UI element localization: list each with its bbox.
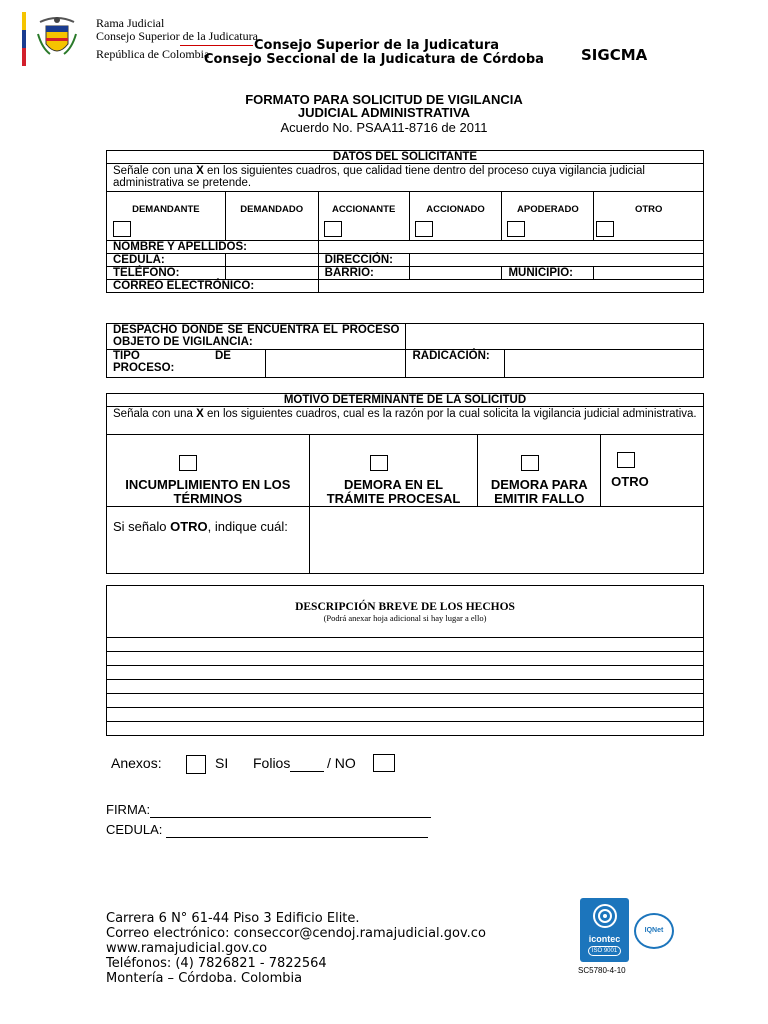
firma-blank[interactable] xyxy=(150,802,431,818)
municipio-label: MUNICIPIO: xyxy=(502,267,594,280)
incumplimiento-option: INCUMPLIMIENTO EN LOS TÉRMINOS xyxy=(107,435,310,507)
flag-stripe-red xyxy=(22,48,26,66)
motivo-heading: MOTIVO DETERMINANTE DE LA SOLICITUD xyxy=(107,394,704,407)
telefono-label: TELÉFONO: xyxy=(107,267,226,280)
demora-fallo-checkbox[interactable] xyxy=(521,455,539,471)
correo-field[interactable] xyxy=(318,280,703,293)
demandado-checkbox[interactable] xyxy=(324,221,342,237)
role-accionado: ACCIONADO xyxy=(409,192,502,241)
solicitante-instructions: Señale con una X en los siguientes cuadros, que calidad tiene dentro del proceso cuya vigilancia judicial administrativa se pretende. xyxy=(107,164,704,192)
republica-text: República de Colombia xyxy=(96,47,210,61)
role-apoderado: APODERADO xyxy=(502,192,594,241)
motivo-instructions: Señala con una X en los siguientes cuadros, cual es la razón por la cual solicita la vigilancia judicial administrativa. xyxy=(107,407,704,435)
footer-line-4: Teléfonos: (4) 7826821 - 7822564 xyxy=(106,956,327,971)
demora-fallo-option: DEMORA PARA EMITIR FALLO xyxy=(478,435,601,507)
tipo-proceso-field[interactable] xyxy=(265,350,406,378)
iqnet-label: IQNet xyxy=(644,927,664,934)
despacho-field[interactable] xyxy=(406,324,704,350)
accionante-checkbox[interactable] xyxy=(415,221,433,237)
radicacion-label: RADICACIÓN: xyxy=(406,350,505,378)
footer-address xyxy=(106,911,486,986)
telefono-field[interactable] xyxy=(225,267,318,280)
form-title-acuerdo: Acuerdo No. PSAA11-8716 de 2011 xyxy=(280,120,488,135)
municipio-field[interactable] xyxy=(594,267,704,280)
role-demandante: DEMANDANTE xyxy=(107,192,226,241)
apoderado-checkbox[interactable] xyxy=(596,221,614,237)
coat-of-arms-icon xyxy=(36,14,78,62)
accionado-checkbox[interactable] xyxy=(507,221,525,237)
sigcma-label: SIGCMA xyxy=(581,46,648,64)
incumplimiento-checkbox[interactable] xyxy=(179,455,197,471)
cedula-firma-row xyxy=(106,822,428,838)
folios-blank[interactable] xyxy=(290,755,324,772)
iso-label: ISO 9001 xyxy=(588,946,621,956)
iqnet-logo xyxy=(634,913,674,949)
anexos-folios-label: Folios xyxy=(253,755,324,772)
hechos-line-1[interactable] xyxy=(107,638,704,652)
cedula-label: CEDULA: xyxy=(107,254,226,267)
nombre-label: NOMBRE Y APELLIDOS: xyxy=(107,241,319,254)
footer-line-2: Correo electrónico: conseccor@cendoj.ramajudicial.gov.co xyxy=(106,926,486,941)
hechos-line-7[interactable] xyxy=(107,722,704,736)
icontec-label: icontec xyxy=(588,934,621,944)
anexos-si-checkbox[interactable] xyxy=(186,755,206,774)
hechos-table xyxy=(106,585,704,736)
otro-indique-label: Si señalo OTRO, indique cuál: xyxy=(107,507,310,574)
despacho-label: DESPACHO DONDE SE ENCUENTRA EL PROCESO OBJETO DE VIGILANCIA: xyxy=(107,324,406,350)
rama-judicial-text: Rama Judicial xyxy=(96,16,165,30)
footer-line-3: www.ramajudicial.gov.co xyxy=(106,941,268,956)
flag-stripe-blue xyxy=(22,30,26,48)
cedula-firma-label: CEDULA: xyxy=(106,822,163,837)
form-title-2: JUDICIAL ADMINISTRATIVA xyxy=(297,105,471,120)
otro-indique-field[interactable] xyxy=(309,507,703,574)
consejo-superior-text: Consejo Superior de la Judicatura xyxy=(96,29,258,43)
footer-line-1: Carrera 6 N° 61-44 Piso 3 Edificio Elite. xyxy=(106,911,360,926)
correo-label: CORREO ELECTRÓNICO: xyxy=(107,280,319,293)
tipo-proceso-label: TIPO DE PROCESO: xyxy=(107,350,266,378)
header-title-1: Consejo Superior de la Judicatura xyxy=(254,38,500,53)
hechos-heading: DESCRIPCIÓN BREVE DE LOS HECHOS xyxy=(295,600,515,613)
role-demandado: DEMANDADO xyxy=(225,192,318,241)
anexos-no-checkbox[interactable] xyxy=(373,754,395,772)
radicacion-field[interactable] xyxy=(505,350,704,378)
hechos-line-4[interactable] xyxy=(107,680,704,694)
anexos-no-label: / NO xyxy=(327,755,356,771)
role-otro: OTRO xyxy=(594,192,704,241)
cedula-field[interactable] xyxy=(225,254,318,267)
anexos-label: Anexos: xyxy=(111,755,162,771)
icontec-icon xyxy=(592,903,618,929)
header-divider xyxy=(180,45,253,46)
firma-label: FIRMA: xyxy=(106,802,151,817)
anexos-si-label: SI xyxy=(215,755,229,771)
hechos-line-2[interactable] xyxy=(107,652,704,666)
motivo-table xyxy=(106,393,704,574)
role-accionante: ACCIONANTE xyxy=(318,192,409,241)
firma-row xyxy=(106,802,431,818)
form-title-1: FORMATO PARA SOLICITUD DE VIGILANCIA xyxy=(245,92,523,107)
flag-stripe-yellow xyxy=(22,12,26,30)
nombre-field[interactable] xyxy=(318,241,703,254)
otro-option: OTRO xyxy=(601,435,704,507)
footer-line-5: Montería – Córdoba. Colombia xyxy=(106,971,303,986)
otro-checkbox[interactable] xyxy=(617,452,635,468)
hechos-line-3[interactable] xyxy=(107,666,704,680)
barrio-field[interactable] xyxy=(409,267,502,280)
despacho-table xyxy=(106,323,704,378)
demora-tramite-checkbox[interactable] xyxy=(370,455,388,471)
icontec-logo xyxy=(580,898,629,962)
hechos-subheading: (Podrá anexar hoja adicional si hay lugar a ello) xyxy=(323,612,487,623)
document-code: SC5780-4-10 xyxy=(578,966,626,975)
header-title-2: Consejo Seccional de la Judicatura de Córdoba xyxy=(204,52,544,67)
demora-tramite-option: DEMORA EN EL TRÁMITE PROCESAL xyxy=(309,435,478,507)
hechos-line-5[interactable] xyxy=(107,694,704,708)
demandante-checkbox[interactable] xyxy=(113,221,131,237)
direccion-label: DIRECCIÓN: xyxy=(318,254,409,267)
solicitante-table xyxy=(106,150,704,293)
hechos-heading-cell xyxy=(107,586,704,638)
direccion-field[interactable] xyxy=(409,254,703,267)
hechos-line-6[interactable] xyxy=(107,708,704,722)
barrio-label: BARRIO: xyxy=(318,267,409,280)
cedula-firma-blank[interactable] xyxy=(166,822,428,838)
solicitante-heading: DATOS DEL SOLICITANTE xyxy=(107,151,704,164)
